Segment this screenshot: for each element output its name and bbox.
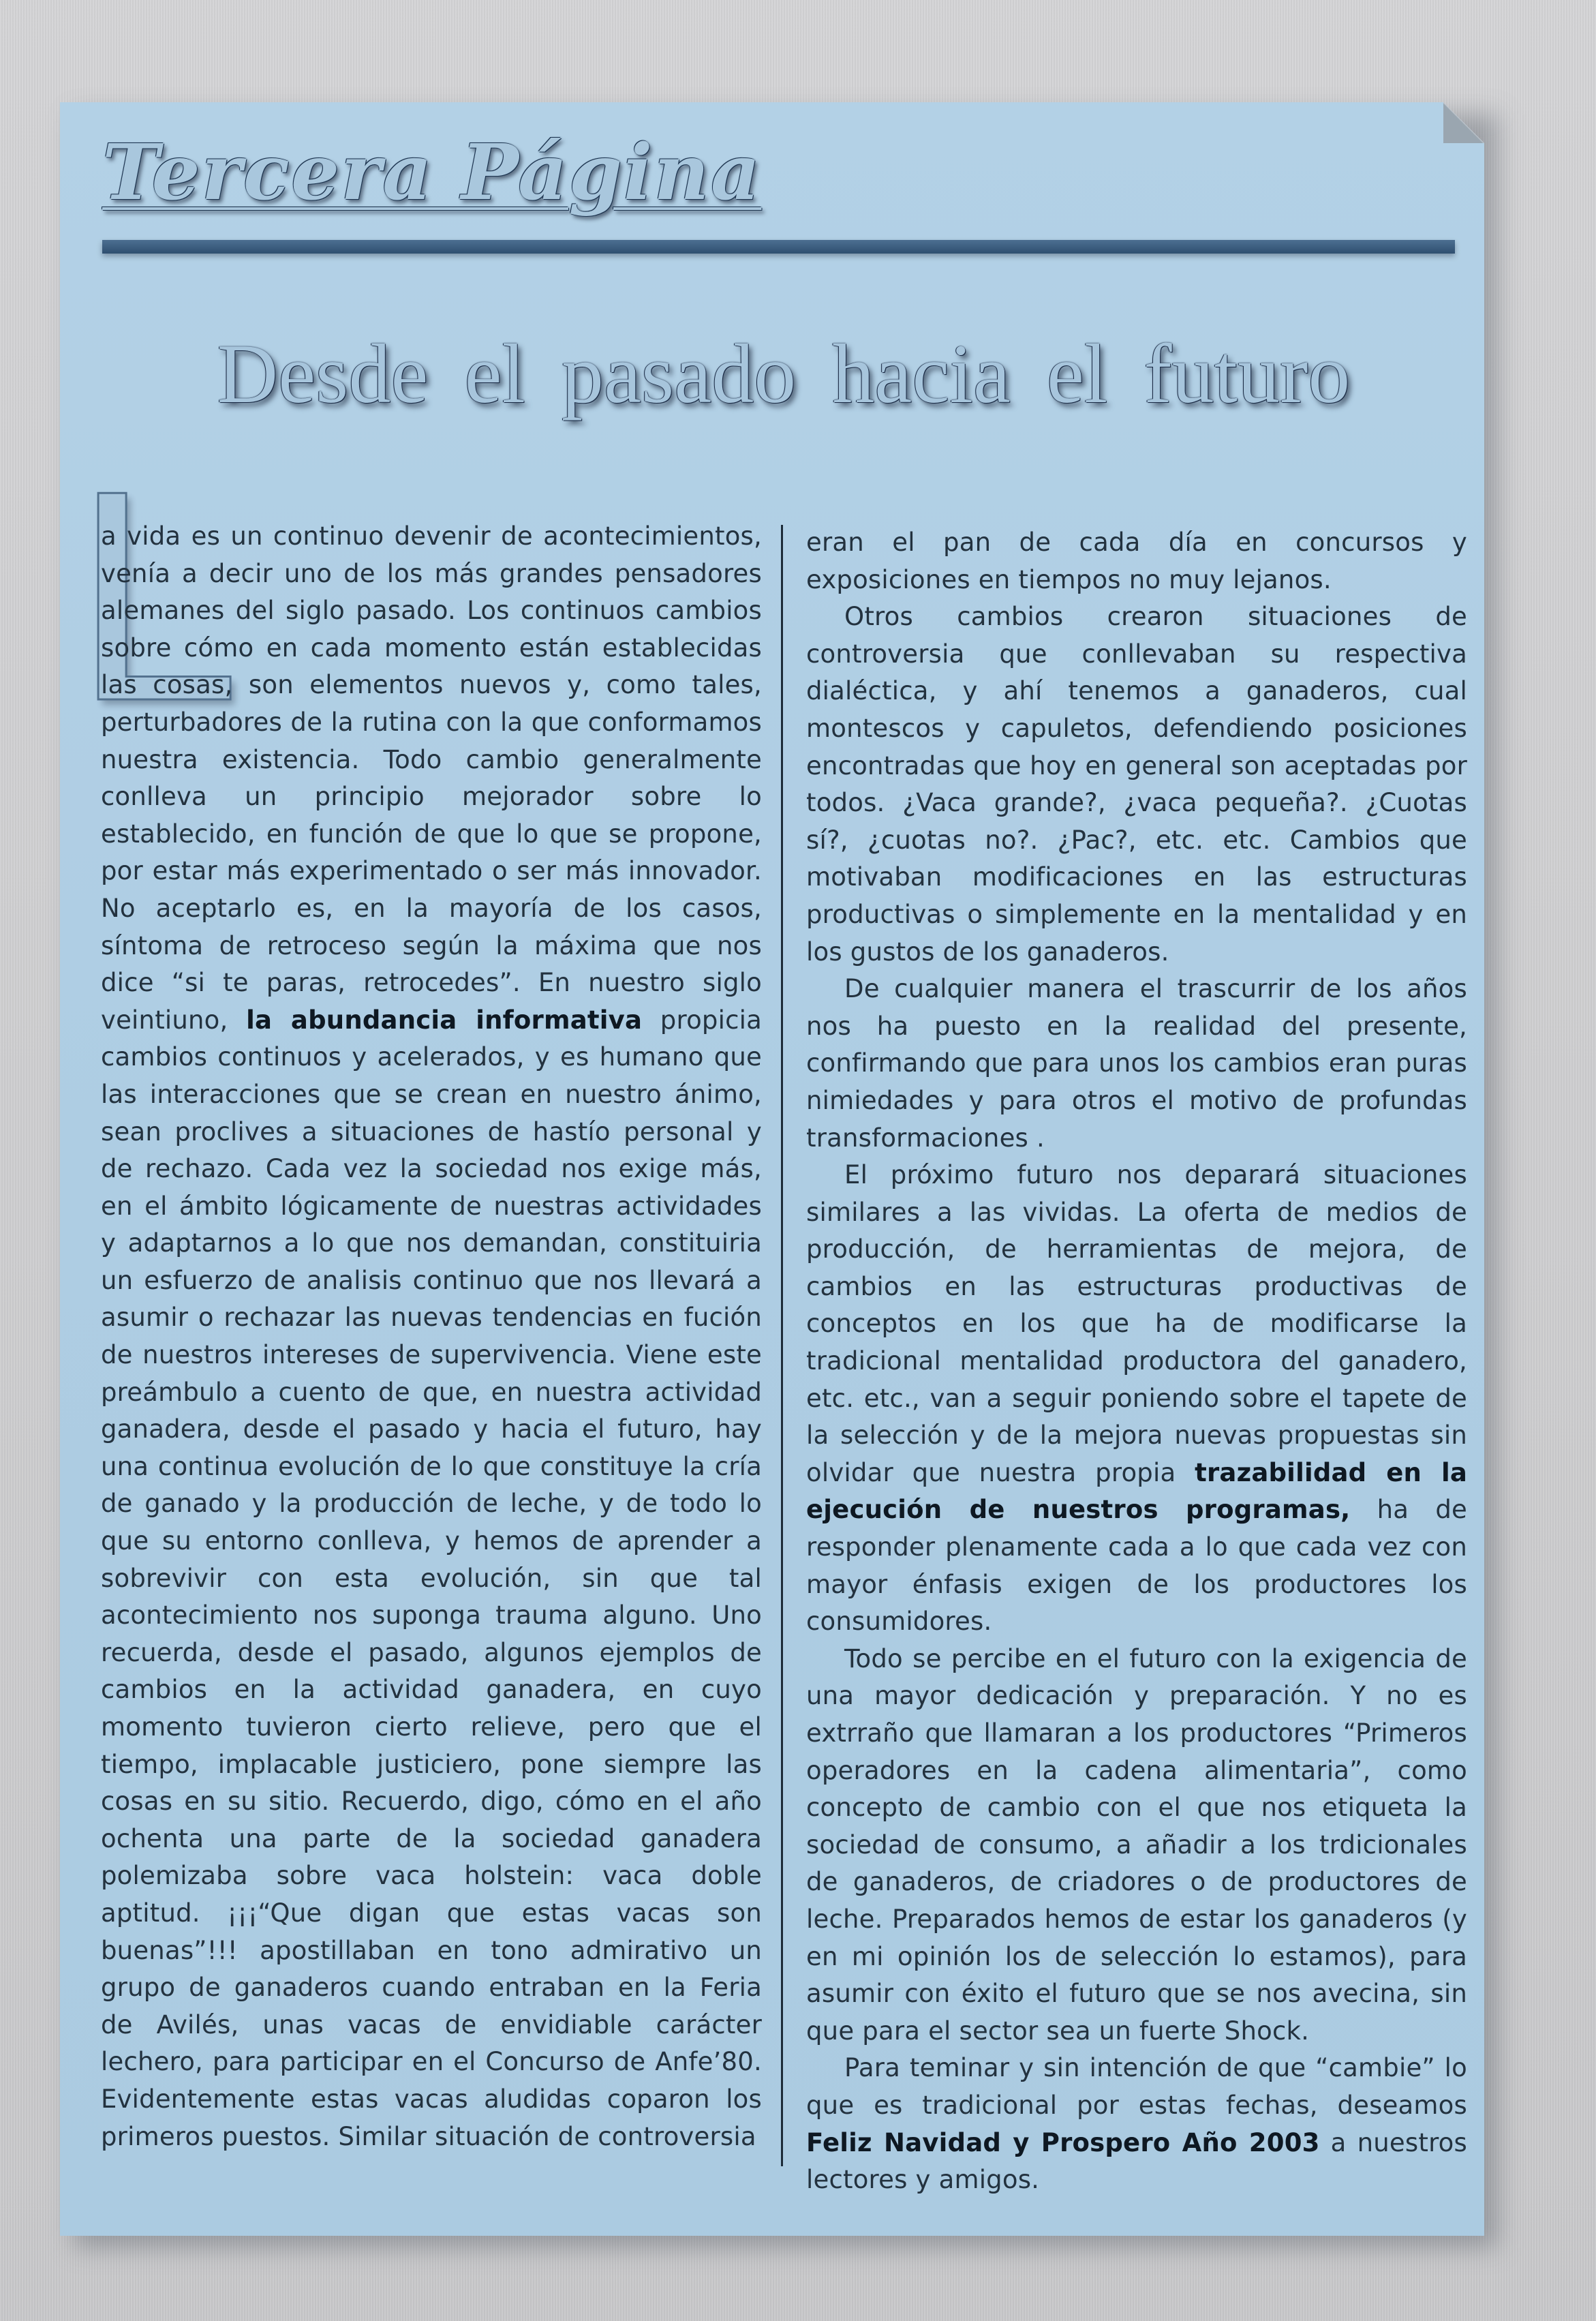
paragraph [101, 518, 762, 2155]
paragraph [806, 524, 1467, 598]
paragraph [806, 971, 1467, 1157]
paragraph-bold: trazabilidad en la ejecución de nuestros programas, [806, 1457, 1468, 1525]
paragraph [806, 2050, 1467, 2198]
paragraph-text: ha de responder plenamente cada a lo que cada vez con mayor énfasis exigen de los productores los consumidores. [806, 1495, 1467, 1637]
paragraph-bold: Feliz Navidad y Prospero Año 2003 [806, 2127, 1320, 2157]
paragraph [806, 598, 1467, 971]
paragraph [806, 1641, 1467, 2050]
left-column [101, 518, 762, 2155]
paragraph-text: a vida es un continuo devenir de acontecimientos, venía a decir uno de los más grandes pensadores alemanes del siglo pasado. Los continuos cambios sobre cómo en cada momento están establecidas las cosas, son elementos nuevos y, como tales, perturbadores de la rutina con la que conformamos nuestra existencia. Todo cambio generalmente conlleva un principio mejorador sobre lo establecido, en función de que lo que se propone, por estar más experimentado o ser más innovador. No aceptarlo es, en la mayoría de los casos, síntoma de retroceso según la máxima que nos dice “si te paras, retrocedes”. En nuestro siglo veintiuno, [101, 521, 762, 1035]
paragraph-text: eran el pan de cada día en concursos y exposiciones en tiempos no muy lejanos. [806, 528, 1467, 594]
paragraph-bold: la abundancia informativa [246, 1005, 643, 1035]
drop-cap: L [74, 429, 241, 763]
paragraph-text: Otros cambios crearon situaciones de controversia que conllevaban su respectiva dialéctica, y ahí tenemos a ganaderos, cual montescos y capuletos, defendiendo posiciones encontradas que hoy en general son aceptadas por todos. ¿Vaca grande?, ¿vaca pequeña?. ¿Cuotas sí?, ¿cuotas no?. ¿Pac?, etc. etc. Cambios que motivaban modificaciones en las estructuras productivas o simplemente en la mentalidad y en los gustos de los ganaderos. [806, 602, 1467, 967]
right-column [806, 524, 1467, 2199]
section-title: Tercera Página [102, 128, 762, 217]
paragraph-text: De cualquier manera el trascurrir de los años nos ha puesto en la realidad del presente, confirmando que para unos los cambios eran puras nimiedades y para otros el motivo de profundas transformaciones . [806, 974, 1467, 1153]
paragraph-text: a nuestros lectores y amigos. [806, 2127, 1467, 2195]
column-divider [781, 525, 783, 2166]
paragraph-text: Para teminar y sin intención de que “cambie” lo que es tradicional por estas fechas, deseamos [806, 2053, 1467, 2120]
paragraph-text: Todo se percibe en el futuro con la exigencia de una mayor dedicación y preparación. Y no es extrraño que llamaran a los productores “Primeros operadores en la cadena alimentaria”, como concepto de cambio con el que nos etiqueta la sociedad de consumo, a añadir a los trdicionales de ganaderos, de criadores o de productores de leche. Preparados hemos de estar los ganaderos (y en mi opinión los de selección lo estamos), para asumir con éxito el futuro que se nos avecina, sin que para el sector sea un fuerte Shock. [806, 1643, 1467, 2046]
paragraph-text: propicia cambios continuos y acelerados, y es humano que las interacciones que se crean en nuestro ánimo, sean proclives a situaciones de hastío personal y de rechazo. Cada vez la sociedad nos exige más, en el ámbito lógicamente de nuestras actividades y adaptarnos a lo que nos demandan, constituiria un esfuerzo de analisis continuo que nos llevará a asumir o rechazar las nuevas tendencias en fución de nuestros intereses de supervivencia. Viene este preámbulo a cuento de que, en nuestra actividad ganadera, desde el pasado y hacia el futuro, hay una continua evolución de lo que constituye la cría de ganado y la producción de leche, y de todo lo que su entorno conlleva, y hemos de aprender a sobrevivir con esta evolución, sin que tal acontecimiento nos suponga trauma alguno. Uno recuerda, desde el pasado, algunos ejemplos de cambios en la actividad ganadera, en cuyo momento tuvieron cierto relieve, pero que el tiempo, implacable justiciero, pone siempre las cosas en su sitio. Recuerdo, digo, cómo en el año ochenta una parte de la sociedad ganadera polemizaba sobre vaca holstein: vaca doble aptitud. ¡¡¡“Que digan que estas vacas son buenas”!!! apostillaban en tono admirativo un grupo de ganaderos cuando entraban en la Feria de Avilés, unas vacas de envidiable carácter lechero, para participar en el Concurso de Anfe’80. Evidentemente estas vacas aludidas coparon los primeros puestos. Similar situación de controversia [101, 1005, 762, 2151]
title-rule [102, 240, 1455, 254]
article-headline: Desde el pasado hacia el futuro [217, 327, 1351, 421]
paragraph [806, 1157, 1467, 1641]
paragraph-text: El próximo futuro nos deparará situaciones similares a las vividas. La oferta de medios de producción, de herramientas de mejora, de cambios en las estructuras productivas de conceptos en los que ha de modificarse la tradicional mentalidad productora del ganadero, etc. etc., van a seguir poniendo sobre el tapete de la selección y de la mejora nuevas propuestas sin olvidar que nuestra propia [806, 1160, 1467, 1487]
